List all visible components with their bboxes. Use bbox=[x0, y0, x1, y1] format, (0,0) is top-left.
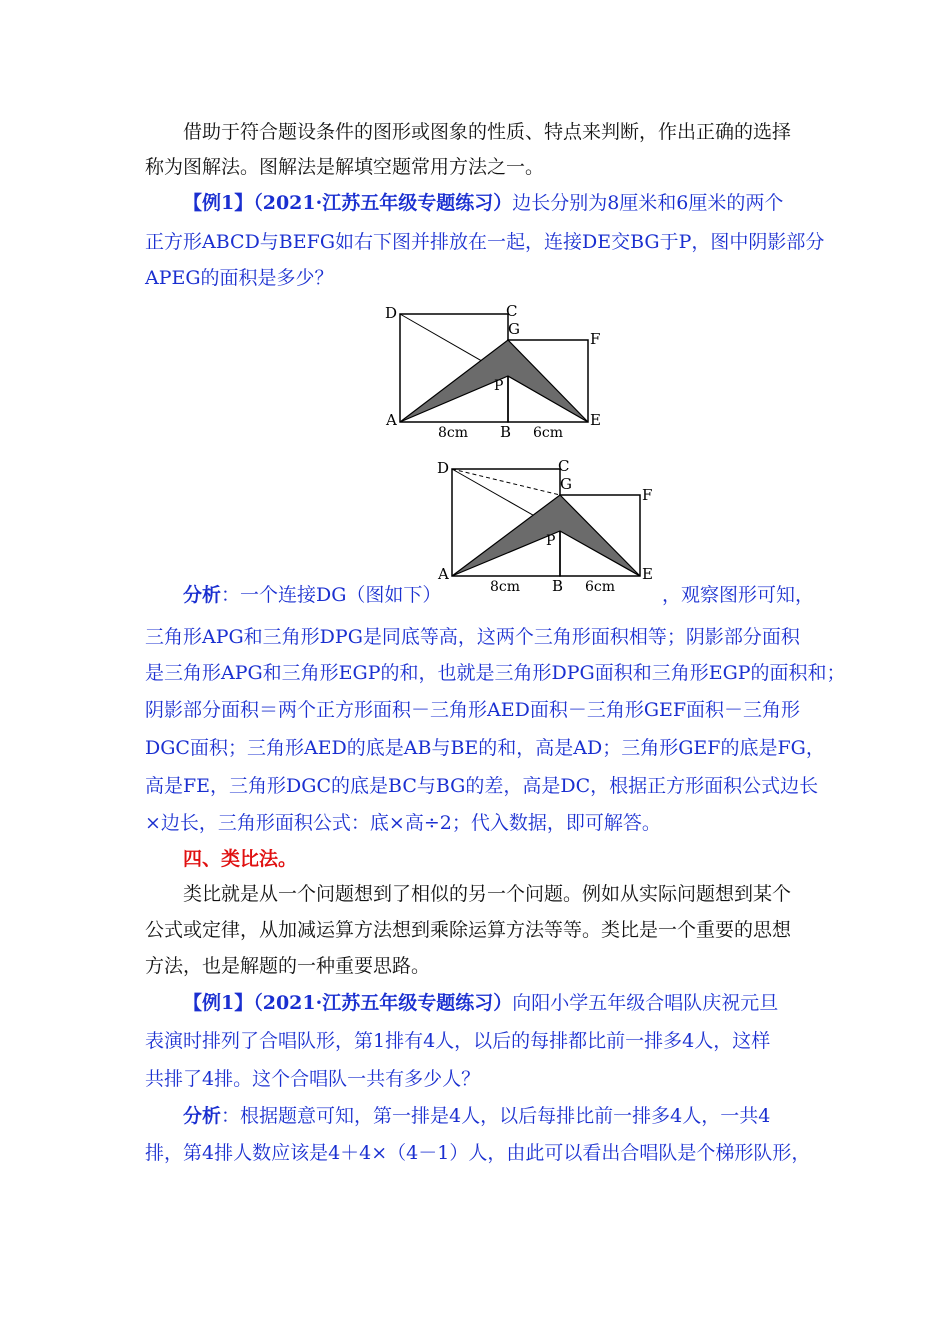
dim-8cm: 8cm bbox=[490, 579, 521, 595]
example2-tag: 【例1】（2021·江苏五年级专题练习） bbox=[183, 992, 513, 1014]
label-e: E bbox=[642, 565, 653, 583]
label-e: E bbox=[590, 411, 601, 429]
analysis1-after-figure: ，观察图形可知， bbox=[662, 584, 815, 606]
dim-8cm: 8cm bbox=[438, 425, 469, 441]
label-p: P bbox=[494, 378, 504, 394]
example2-line-3: 共排了4排。这个合唱队一共有多少人？ bbox=[145, 1068, 481, 1090]
analysis2-line-2: 排，第4排人数应该是4＋4×（4－1）人，由此可以看出合唱队是个梯形队形， bbox=[145, 1142, 811, 1164]
analysis1-label: 分析 bbox=[183, 584, 222, 606]
example1-tag: 【例1】（2021·江苏五年级专题练习） bbox=[183, 192, 513, 214]
label-d: D bbox=[437, 459, 450, 477]
analysis1-line: 高是FE，三角形DGC的底是BC与BG的差，高是DC，根据正方形面积公式边长 bbox=[145, 775, 819, 797]
label-b: B bbox=[500, 423, 512, 441]
analysis1-line: 阴影部分面积＝两个正方形面积－三角形AED面积－三角形GEF面积－三角形 bbox=[145, 699, 801, 721]
analysis1-line: 三角形APG和三角形DPG是同底等高，这两个三角形面积相等；阴影部分面积 bbox=[145, 626, 800, 648]
section4-paragraph-line-3: 方法，也是解题的一种重要思路。 bbox=[145, 955, 431, 977]
section4-heading: 四、类比法。 bbox=[183, 848, 298, 870]
section4-paragraph-line-2: 公式或定律，从加减运算方法想到乘除运算方法等等。类比是一个重要的思想 bbox=[145, 919, 792, 941]
label-g: G bbox=[508, 320, 520, 338]
example1-line-3: APEG的面积是多少？ bbox=[145, 267, 334, 289]
analysis1-line: ×边长，三角形面积公式：底×高÷2；代入数据，即可解答。 bbox=[145, 812, 661, 834]
analysis2-line-1 bbox=[183, 1103, 770, 1129]
dim-6cm: 6cm bbox=[533, 425, 564, 441]
label-g: G bbox=[560, 475, 572, 493]
label-a: A bbox=[438, 565, 449, 583]
analysis1-first-line bbox=[183, 582, 441, 608]
intro-line-2: 称为图解法。图解法是解填空题常用方法之一。 bbox=[145, 156, 545, 178]
analysis2-line-1-text: ：根据题意可知，第一排是4人，以后每排比前一排多4人，一共4 bbox=[221, 1105, 771, 1127]
label-p: P bbox=[546, 533, 556, 549]
example1-line-1-text: 边长分别为8厘米和6厘米的两个 bbox=[512, 192, 784, 214]
figure-1 bbox=[380, 298, 610, 448]
analysis1-first-text: ：一个连接DG（图如下） bbox=[221, 584, 442, 606]
example2-line-1-text: 向阳小学五年级合唱队庆祝元旦 bbox=[512, 992, 779, 1014]
figure-2 bbox=[432, 455, 662, 605]
analysis2-label: 分析 bbox=[183, 1105, 222, 1127]
label-b: B bbox=[552, 577, 564, 595]
example2-line-1 bbox=[183, 990, 778, 1016]
label-f: F bbox=[590, 330, 601, 348]
label-f: F bbox=[642, 486, 653, 504]
intro-line-1: 借助于符合题设条件的图形或图象的性质、特点来判断，作出正确的选择 bbox=[183, 121, 792, 143]
label-c: C bbox=[506, 302, 518, 320]
analysis1-line: 是三角形APG和三角形EGP的和，也就是三角形DPG面积和三角形EGP的面积和； bbox=[145, 662, 846, 684]
label-d: D bbox=[385, 304, 398, 322]
analysis1-line: DGC面积；三角形AED的底是AB与BE的和，高是AD；三角形GEF的底是FG， bbox=[145, 737, 825, 759]
example1-line-1 bbox=[183, 190, 783, 216]
example2-line-2: 表演时排列了合唱队形，第1排有4人，以后的每排都比前一排多4人，这样 bbox=[145, 1030, 771, 1052]
label-a: A bbox=[386, 411, 397, 429]
section4-paragraph-line-1: 类比就是从一个问题想到了相似的另一个问题。例如从实际问题想到某个 bbox=[183, 883, 792, 905]
line-dg-dashed bbox=[452, 469, 560, 495]
example1-line-2: 正方形ABCD与BEFG如右下图并排放在一起，连接DE交BG于P，图中阴影部分 bbox=[145, 231, 825, 253]
label-c: C bbox=[558, 457, 570, 475]
dim-6cm: 6cm bbox=[585, 579, 616, 595]
